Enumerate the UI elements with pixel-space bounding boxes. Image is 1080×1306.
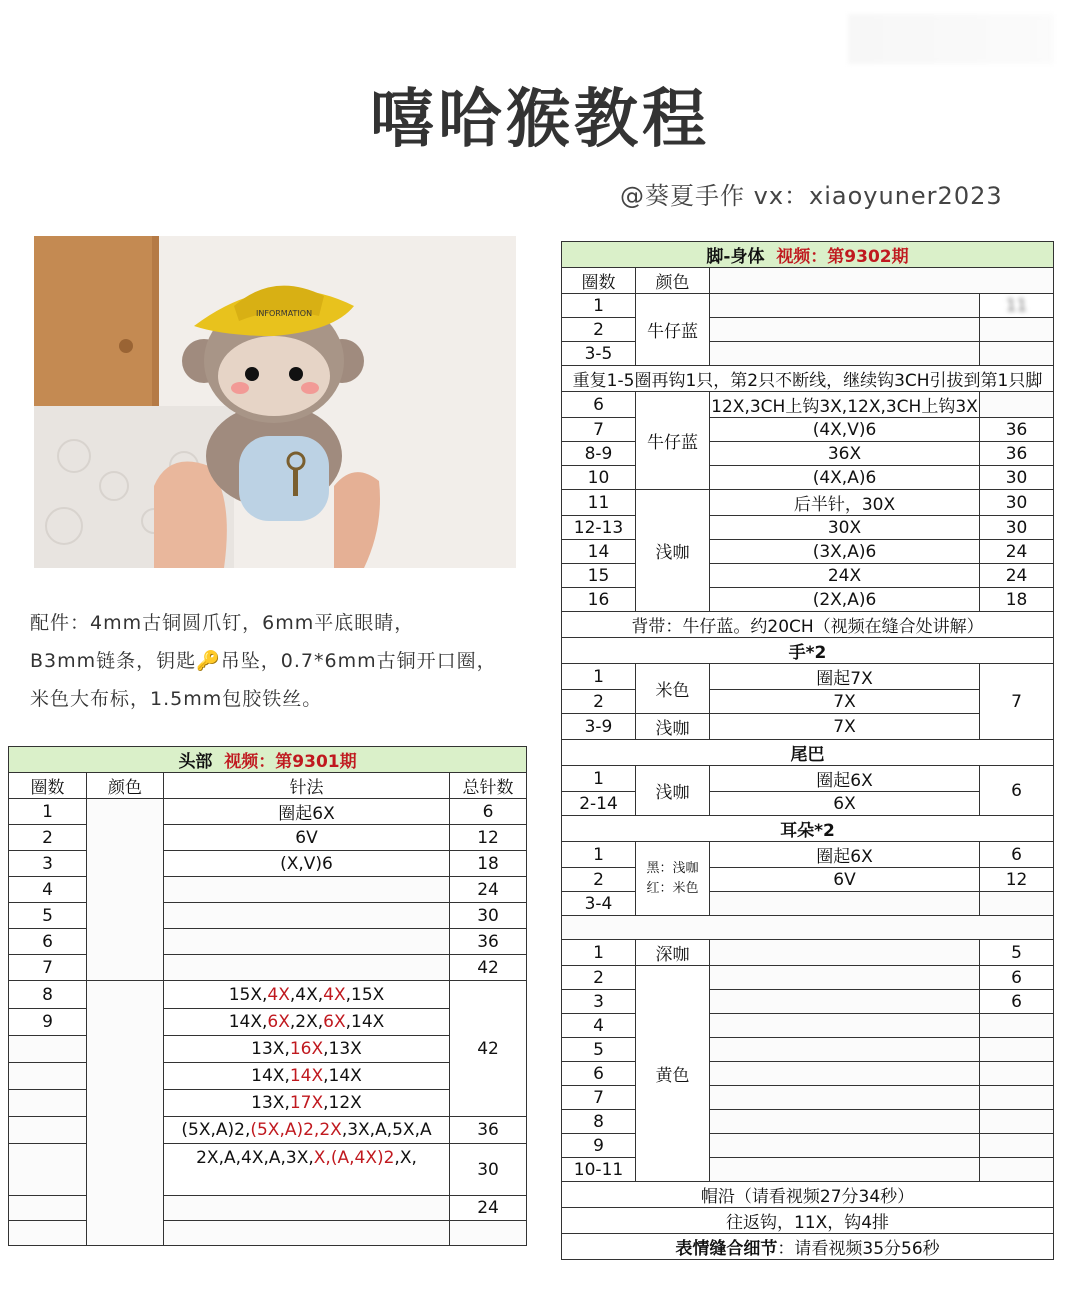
table-row: 2-14 6X: [562, 792, 1054, 816]
table-row: 3 6: [562, 990, 1054, 1014]
color-cell: 黑：浅咖 红：米色: [636, 842, 710, 916]
materials-line: 配件：4mm古铜圆爪钉，6mm平底眼睛，: [30, 612, 415, 634]
color-cell: 黄色: [636, 966, 710, 1182]
table-row: 1 米色 圈起7X 7: [562, 664, 1054, 690]
table-row: 13X,16X,13X: [9, 1036, 527, 1063]
materials-line: B3mm链条，钥匙🔑吊坠，0.7*6mm古铜开口圈，: [30, 650, 497, 672]
ear-section-title: 耳朵*2: [562, 816, 1054, 842]
table-row: 2 7X: [562, 690, 1054, 714]
table-row: 9: [562, 1134, 1054, 1158]
color-cell: 牛仔蓝: [636, 294, 710, 366]
repeat-note: 重复1-5圈再钩1只，第2只不断线，继续钩3CH引拔到第1只脚: [562, 366, 1054, 392]
table-row: 2 黄色 6: [562, 966, 1054, 990]
table-row: 13X,17X,12X: [9, 1090, 527, 1117]
face-note: 表情缝合细节：请看视频35分56秒: [562, 1234, 1054, 1260]
column-header: 圈数: [562, 268, 636, 294]
column-header: 针法: [164, 773, 450, 799]
color-cell: 牛仔蓝: [636, 392, 710, 490]
table-row: [9, 1221, 527, 1246]
table-row: 8 15X,4X,4X,4X,15X 42: [9, 981, 527, 1009]
strap-note: 背带：牛仔蓝。约20CH（视频在缝合处讲解）: [562, 612, 1054, 638]
table-row: 3-4: [562, 892, 1054, 916]
monkey-photo: [34, 236, 516, 568]
table-row: 6: [562, 1062, 1054, 1086]
head-table-title: 头部 视频：第9301期: [9, 747, 527, 773]
table-row: 3 (X,V)6 18: [9, 851, 527, 877]
table-row: 5 30: [9, 903, 527, 929]
head-color-cell: [87, 981, 164, 1246]
table-row: 3-5: [562, 342, 1054, 366]
materials-list: [30, 604, 550, 718]
table-row: 7 (4X,V)6 36: [562, 418, 1054, 442]
table-row: 2 6V 12: [9, 825, 527, 851]
tail-section-title: 尾巴: [562, 740, 1054, 766]
table-row: 2: [562, 318, 1054, 342]
table-row: 6 牛仔蓝 12X,3CH上钩3X,12X,3CH上钩3X: [562, 392, 1054, 418]
color-cell: 米色: [636, 664, 710, 714]
body-pattern-table: [561, 241, 1054, 1260]
table-row: (5X,A)2,(5X,A)2,2X,3X,A,5X,A 36: [9, 1117, 527, 1144]
table-row: 8: [562, 1110, 1054, 1134]
color-cell: 浅咖: [636, 714, 710, 740]
table-row: 1 浅咖 圈起6X 6: [562, 766, 1054, 792]
table-row: 14 (3X,A)6 24: [562, 540, 1054, 564]
materials-line: 米色大布标，1.5mm包胶铁丝。: [30, 688, 323, 710]
table-row: 1 圈起6X 6: [9, 799, 527, 825]
blurred-watermark: [848, 14, 1054, 64]
table-row: 2 6V 12: [562, 868, 1054, 892]
head-pattern-table: [8, 746, 527, 1246]
table-row: 3-9 浅咖 7X: [562, 714, 1054, 740]
table-row: 1 深咖 5: [562, 940, 1054, 966]
table-row: 6 36: [9, 929, 527, 955]
table-row: 4 24: [9, 877, 527, 903]
monkey-illustration: [34, 236, 516, 568]
column-header: 圈数: [9, 773, 87, 799]
column-header: 颜色: [87, 773, 164, 799]
table-row: 12-13 30X 30: [562, 516, 1054, 540]
table-row: 16 (2X,A)6 18: [562, 588, 1054, 612]
table-row: 24: [9, 1196, 527, 1221]
column-header: 颜色: [636, 268, 710, 294]
hat-label: INFORMATION: [256, 309, 313, 318]
table-row: 7: [562, 1086, 1054, 1110]
table-row: 5: [562, 1038, 1054, 1062]
column-header: 总针数: [450, 773, 527, 799]
table-row: 10 (4X,A)6 30: [562, 466, 1054, 490]
table-row: 11 浅咖 后半针，30X 30: [562, 490, 1054, 516]
hand-section-title: 手*2: [562, 638, 1054, 664]
color-cell: 深咖: [636, 940, 710, 966]
body-table-title: 脚-身体 视频：第9302期: [562, 242, 1054, 268]
table-row: 15 24X 24: [562, 564, 1054, 588]
table-row: 2X,A,4X,A,3X,X,(A,4X)2,X, 30: [9, 1144, 527, 1196]
brim-note: 帽沿（请看视频27分34秒）: [562, 1182, 1054, 1208]
author-byline: @葵夏手作 vx：xiaoyuner2023: [620, 182, 1003, 210]
table-row: 1 黑：浅咖 红：米色 圈起6X 6: [562, 842, 1054, 868]
page-title: 嘻哈猴教程: [370, 83, 710, 157]
color-cell: 浅咖: [636, 490, 710, 612]
blurred-row: [562, 916, 1054, 940]
table-row: 7 42: [9, 955, 527, 981]
table-row: 8-9 36X 36: [562, 442, 1054, 466]
table-row: 14X,14X,14X: [9, 1063, 527, 1090]
table-row: 9 14X,6X,2X,6X,14X: [9, 1009, 527, 1036]
overalls: [239, 436, 329, 521]
table-row: 1 牛仔蓝 11: [562, 294, 1054, 318]
head-color-cell: [87, 799, 164, 981]
color-cell: 浅咖: [636, 766, 710, 816]
brim-detail: 往返钩，11X，钩4排: [562, 1208, 1054, 1234]
table-row: 4: [562, 1014, 1054, 1038]
table-row: 10-11: [562, 1158, 1054, 1182]
